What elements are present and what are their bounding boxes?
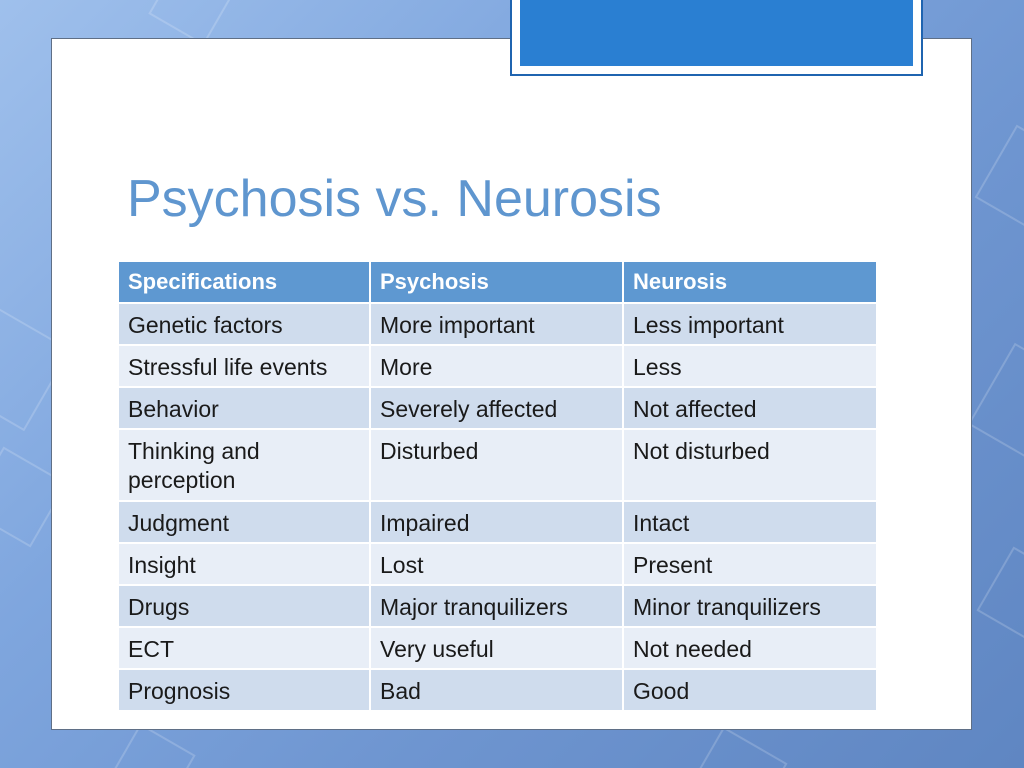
- table-row: [118, 501, 877, 543]
- table-row: [118, 345, 877, 387]
- cell-psychosis: Very useful: [370, 627, 623, 669]
- cell-specification: Thinking and perception: [118, 429, 370, 501]
- cell-neurosis: Less: [623, 345, 877, 387]
- cell-specification: Judgment: [118, 501, 370, 543]
- cell-psychosis: More important: [370, 303, 623, 345]
- cell-neurosis: Not needed: [623, 627, 877, 669]
- cell-neurosis: Not disturbed: [623, 429, 877, 501]
- cell-specification: Insight: [118, 543, 370, 585]
- cell-neurosis: Present: [623, 543, 877, 585]
- header-neurosis: Neurosis: [623, 261, 877, 303]
- cell-psychosis: Severely affected: [370, 387, 623, 429]
- cell-neurosis: Good: [623, 669, 877, 711]
- title-accent-box: [510, 0, 923, 76]
- table-body: [118, 303, 877, 711]
- table-row: [118, 303, 877, 345]
- table-row: [118, 543, 877, 585]
- cell-neurosis: Not affected: [623, 387, 877, 429]
- table-row: [118, 429, 877, 501]
- header-specifications: Specifications: [118, 261, 370, 303]
- cell-psychosis: Major tranquilizers: [370, 585, 623, 627]
- table-row: [118, 585, 877, 627]
- cell-specification: Stressful life events: [118, 345, 370, 387]
- cell-specification: Drugs: [118, 585, 370, 627]
- cell-specification: Behavior: [118, 387, 370, 429]
- table-header: [118, 261, 877, 303]
- cell-neurosis: Intact: [623, 501, 877, 543]
- slide-title: Psychosis vs. Neurosis: [127, 170, 662, 228]
- cell-psychosis: Lost: [370, 543, 623, 585]
- table-row: [118, 627, 877, 669]
- cell-psychosis: More: [370, 345, 623, 387]
- comparison-table: [117, 260, 878, 712]
- table-row: [118, 387, 877, 429]
- cell-psychosis: Impaired: [370, 501, 623, 543]
- cell-neurosis: Minor tranquilizers: [623, 585, 877, 627]
- cell-specification: ECT: [118, 627, 370, 669]
- cell-neurosis: Less important: [623, 303, 877, 345]
- cell-specification: Prognosis: [118, 669, 370, 711]
- table-row: [118, 669, 877, 711]
- cell-psychosis: Bad: [370, 669, 623, 711]
- header-psychosis: Psychosis: [370, 261, 623, 303]
- cell-psychosis: Disturbed: [370, 429, 623, 501]
- title-accent-fill: [520, 0, 913, 66]
- cell-specification: Genetic factors: [118, 303, 370, 345]
